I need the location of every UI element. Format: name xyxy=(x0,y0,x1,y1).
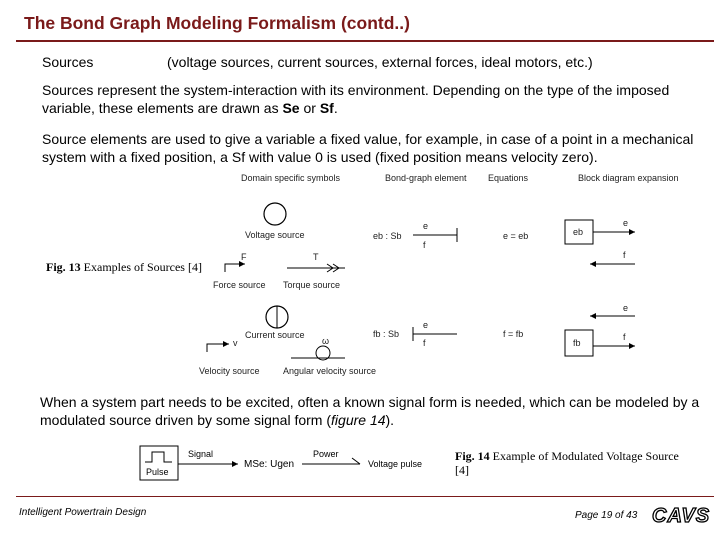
sources-description: (voltage sources, current sources, external forces, ideal motors, etc.) xyxy=(167,54,593,70)
fig14-caption-text: Example of Modulated Voltage Source [4] xyxy=(455,449,679,477)
velocity-source-label: Velocity source xyxy=(199,366,260,376)
block-e: e xyxy=(623,218,629,228)
paragraph-source-elements: Source elements are used to give a variable a fixed value, for example, in case of a point in a mechanical system with a fixed position, a Sf with value 0 is used (fixed position means velocity zero). xyxy=(42,131,694,165)
title-divider xyxy=(16,40,714,42)
header-bond-graph: Bond-graph element xyxy=(385,173,467,183)
header-domain-symbols: Domain specific symbols xyxy=(241,173,341,183)
header-block-diagram: Block diagram expansion xyxy=(578,173,679,183)
force-source-label: Force source xyxy=(213,280,266,290)
para1-post: . xyxy=(333,100,338,116)
block-f: f xyxy=(623,250,626,260)
equation-effort: e = eb xyxy=(503,231,529,241)
current-source-label: Current source xyxy=(245,330,305,340)
fig13-sources-diagram xyxy=(195,168,679,390)
block-flow-label: fb xyxy=(573,338,581,348)
block2-f: f xyxy=(623,332,626,342)
force-F-label: F xyxy=(241,252,247,262)
para1-mid: or xyxy=(299,100,320,116)
block-effort-label: eb xyxy=(573,227,584,237)
fig14-caption xyxy=(455,449,685,477)
block2-e: e xyxy=(623,303,629,313)
figure14-reference: figure 14 xyxy=(331,412,386,428)
mse-label: MSe: Ugen xyxy=(244,459,295,470)
bond2-f: f xyxy=(423,338,426,348)
signal-label: Signal xyxy=(188,449,214,459)
pulse-label: Pulse xyxy=(146,467,169,477)
para3-pre: When a system part needs to be excited, often a known signal form is needed, which can be modeled by a modulated source driven by some signal form ( xyxy=(40,394,700,428)
bond2-e: e xyxy=(423,320,429,330)
equation-flow: f = fb xyxy=(503,329,524,339)
fig13-caption-bold: Fig. 13 xyxy=(46,260,81,274)
paragraph-modulated-source xyxy=(40,393,708,429)
sources-label: Sources xyxy=(42,54,94,70)
angular-velocity-source-label: Angular velocity source xyxy=(283,366,377,376)
bond-f-label: f xyxy=(423,240,426,250)
bond-e-label: e xyxy=(423,221,429,231)
velocity-v-label: v xyxy=(233,338,238,348)
se-term: Se xyxy=(282,100,300,116)
slide-title: The Bond Graph Modeling Formalism (contd..) xyxy=(24,13,410,33)
header-equations: Equations xyxy=(488,173,529,183)
voltage-pulse-label: Voltage pulse xyxy=(368,459,423,469)
cavs-logo-text: CAVS xyxy=(652,505,711,527)
page-number: Page 19 of 43 xyxy=(575,510,638,521)
footer-divider xyxy=(16,496,714,497)
cavs-logo xyxy=(650,500,710,528)
voltage-source-label: Voltage source xyxy=(245,230,305,240)
fig14-caption-bold: Fig. 14 xyxy=(455,449,490,463)
paragraph-sources-definition xyxy=(42,81,712,117)
para3-post: ). xyxy=(385,412,395,428)
angular-omega-label: ω xyxy=(322,336,330,346)
fig13-caption-text: Examples of Sources [4] xyxy=(80,260,202,274)
se-element-label: eb : Sb xyxy=(373,231,402,241)
sf-term: Sf xyxy=(319,100,334,116)
torque-T-label: T xyxy=(313,252,319,262)
fig14-modulated-source-diagram xyxy=(138,442,438,484)
footer-course-title: Intelligent Powertrain Design xyxy=(19,507,147,518)
voltage-source-icon xyxy=(264,203,286,225)
power-label: Power xyxy=(313,449,339,459)
fig13-caption xyxy=(46,260,202,274)
para1-pre: Sources represent the system-interaction with its environment. Depending on the type of the imposed variable, these elements are drawn as xyxy=(42,82,670,116)
torque-source-label: Torque source xyxy=(283,280,341,290)
sf-element-label: fb : Sb xyxy=(373,329,400,339)
